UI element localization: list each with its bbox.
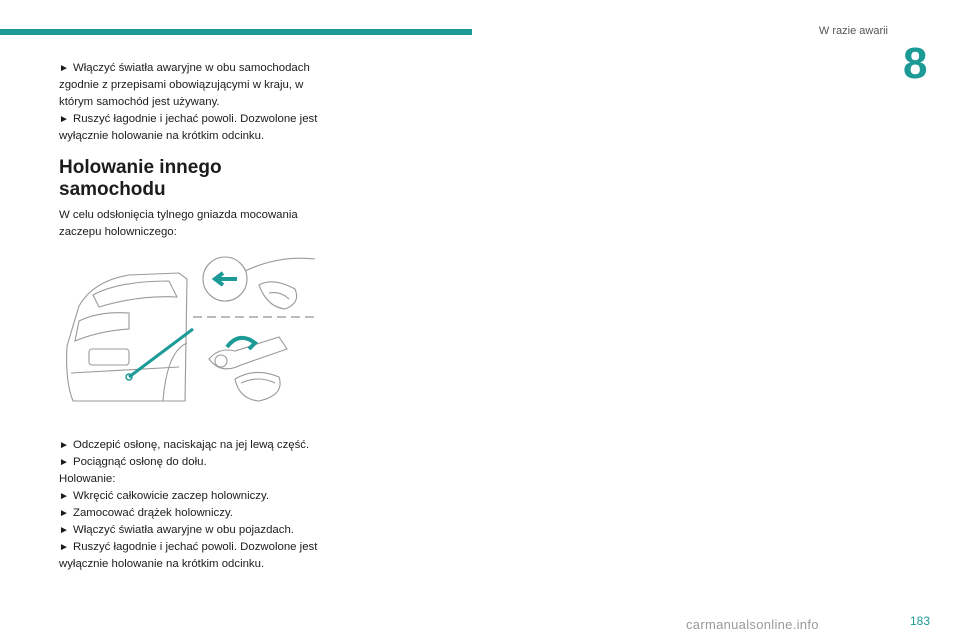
watermark: carmanualsonline.info — [686, 617, 819, 632]
content-column — [59, 60, 321, 573]
list-item: ► Wkręcić całkowicie zaczep holowniczy. — [59, 488, 321, 505]
tow-hook-outline — [209, 337, 287, 369]
section-intro: W celu odsłonięcia tylnego gniazda mocowania zaczepu holowniczego: — [59, 209, 298, 238]
bullet-arrow-icon: ► — [59, 491, 69, 502]
bumper-line — [71, 367, 179, 373]
wheel-arch — [163, 343, 187, 401]
bullet-arrow-icon: ► — [59, 542, 69, 553]
license-plate — [89, 349, 129, 365]
list-item: ► Włączyć światła awaryjne w obu samochodach zgodnie z przepisami obowiązującymi w kraju, w którym samochód jest używany. — [59, 62, 310, 108]
section-heading: Holowanie innego samochodu — [59, 157, 222, 200]
towing-label: Holowanie: — [59, 473, 116, 485]
page-number: 183 — [909, 614, 930, 628]
list-item: ► Odczepić osłonę, naciskając na jej lewą część. — [59, 437, 321, 454]
list-item: ► Włączyć światła awaryjne w obu pojazdach. — [59, 522, 321, 539]
fist-outline — [259, 282, 297, 309]
list-item: ► Zamocować drążek holowniczy. — [59, 505, 321, 522]
bullet-arrow-icon: ► — [59, 440, 69, 451]
chapter-number: 8 — [903, 39, 928, 88]
cover-outline — [235, 372, 280, 401]
section-title: W razie awarii — [818, 25, 888, 37]
bullet-arrow-icon: ► — [59, 525, 69, 536]
bullet-arrow-icon: ► — [59, 508, 69, 519]
rotate-arrow-icon — [227, 338, 255, 349]
tail-light — [75, 313, 129, 341]
rear-window — [93, 281, 177, 307]
accent-bar — [0, 29, 472, 35]
tow-hook-illustration-svg — [59, 251, 317, 423]
bullet-arrow-icon: ► — [59, 63, 69, 74]
list-item: ► Ruszyć łagodnie i jechać powoli. Dozwolone jest wyłącznie holowanie na krótkim odcinku. — [59, 541, 318, 570]
pointer-line — [129, 329, 193, 377]
list-item: ► Pociągnąć osłonę do dołu. — [59, 454, 321, 471]
bullet-arrow-icon: ► — [59, 457, 69, 468]
list-item: ► Ruszyć łagodnie i jechać powoli. Dozwolone jest wyłącznie holowanie na krótkim odcinku. — [59, 113, 318, 142]
bullet-arrow-icon: ► — [59, 114, 69, 125]
hand-outline — [245, 258, 315, 271]
push-arrow-icon — [215, 273, 237, 285]
tow-hook-illustration — [59, 251, 317, 423]
